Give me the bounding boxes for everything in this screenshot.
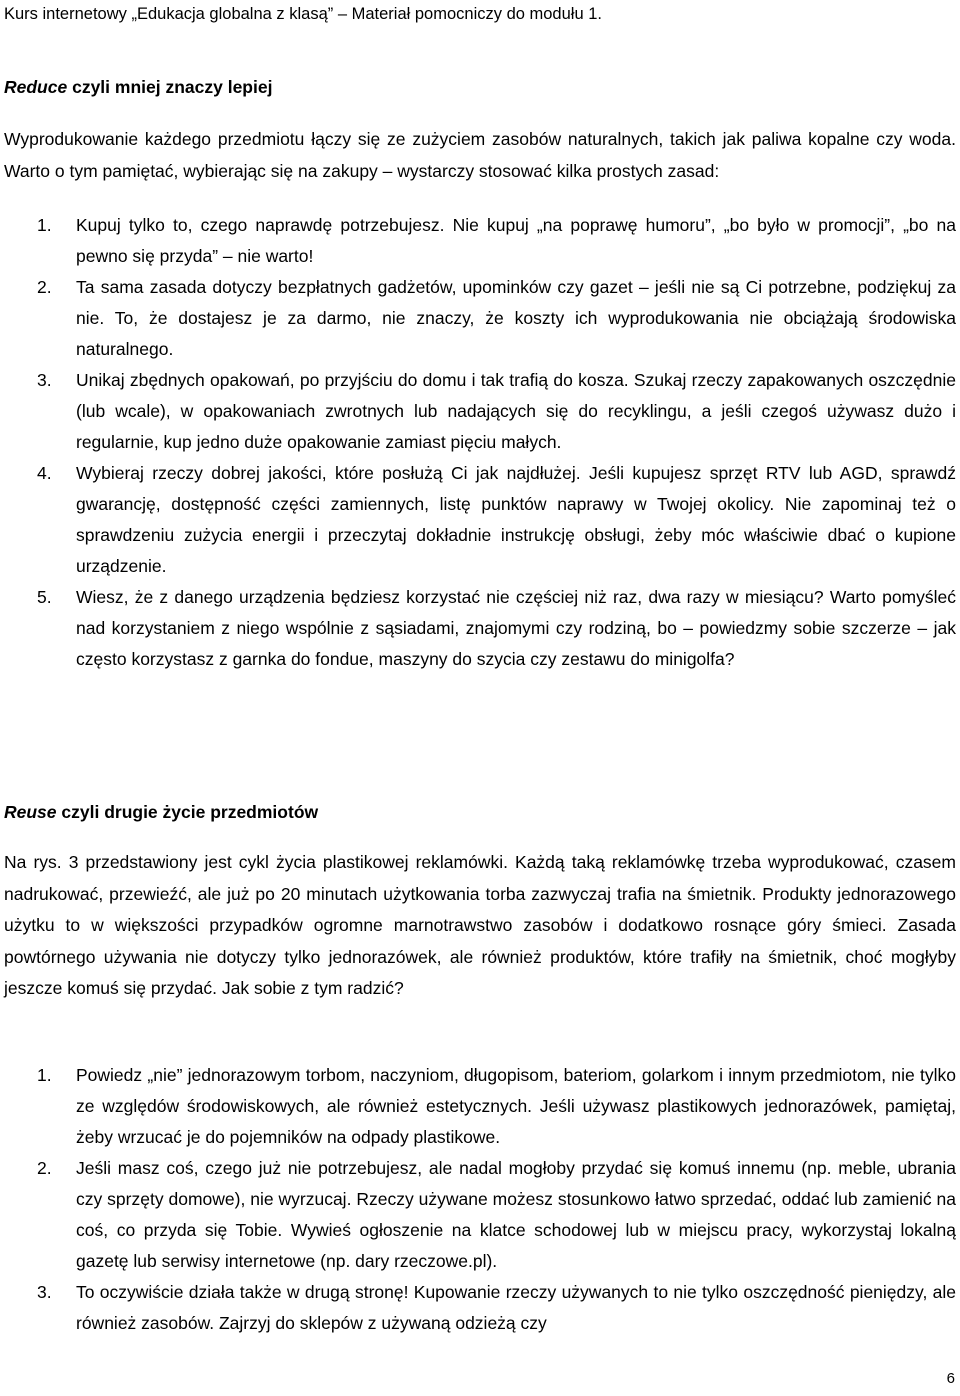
list-item-text: Wybieraj rzeczy dobrej jakości, które posłużą Ci jak najdłużej. Jeśli kupujesz sprzęt RTV lub AGD, sprawdź gwarancję, dostępność części zamiennych, listę punktów naprawy w Twojej okolicy. Nie zapominaj też o sprawdzeniu zużycia energii i przeczytaj dokładnie instrukcję obsługi, żeby móc właściwie dbać o kupione urządzenie.	[76, 463, 956, 576]
list-item	[0, 210, 956, 272]
list-item	[0, 1277, 956, 1339]
list-item-text: Unikaj zbędnych opakowań, po przyjściu do domu i tak trafią do kosza. Szukaj rzeczy zapakowanych oszczędnie (lub wcale), w opakowaniach zwrotnych lub nadających się do recyklingu, a jeśli czegoś używasz dużo i regularnie, kup jedno duże opakowanie zamiast pięciu małych.	[76, 370, 956, 452]
reuse-intro-paragraph: Na rys. 3 przedstawiony jest cykl życia plastikowej reklamówki. Każdą taką reklamówkę trzeba wyprodukować, czasem nadrukować, przewieźć, ale już po 20 minutach użytkowania torba zazwyczaj trafia na śmietnik. Produkty jednorazowego użytku to w większości przypadków ogromne marnotrawstwo zasobów i dodatkowo rosnące góry śmieci. Zasada powtórnego używania nie dotyczy tylko jednorazówek, ale również produktów, które trafiły na śmietnik, choć mogłyby jeszcze komuś się przydać. Jak sobie z tym radzić?	[4, 852, 956, 999]
heading-rest: czyli mniej znaczy lepiej	[67, 77, 273, 97]
list-item	[0, 582, 956, 675]
heading-italic-term: Reduce	[4, 77, 68, 97]
list-item-number: 1.	[37, 1065, 52, 1085]
list-item-number: 3.	[37, 1282, 52, 1302]
section-heading-reuse	[4, 800, 318, 824]
list-item-text: Ta sama zasada dotyczy bezpłatnych gadżetów, upominków czy gazet – jeśli nie są Ci potrzebne, podziękuj za nie. To, że dostajesz je za darmo, nie znaczy, że koszty ich wyprodukowania nie obciążają środowiska naturalnego.	[76, 277, 956, 359]
page-number: 6	[946, 1370, 955, 1387]
list-item-number: 2.	[37, 277, 52, 297]
heading-rest: czyli drugie życie przedmiotów	[56, 802, 319, 822]
list-item-number: 3.	[37, 370, 52, 390]
list-item-number: 4.	[37, 463, 52, 483]
list-item	[0, 365, 956, 458]
list-item-number: 2.	[37, 1158, 52, 1178]
list-item	[0, 458, 956, 582]
list-item-text: Wiesz, że z danego urządzenia będziesz korzystać nie częściej niż raz, dwa razy w miesiącu? Warto pomyśleć nad korzystaniem z niego wspólnie z sąsiadami, znajomymi czy rodziną, bo – powiedzmy sobie szczerze – jak często korzystasz z garnka do fondue, maszyny do szycia czy zestawu do minigolfa?	[76, 587, 956, 669]
page-header: Kurs internetowy „Edukacja globalna z klasą” – Materiał pomocniczy do modułu 1.	[4, 5, 602, 23]
list-item-number: 1.	[37, 215, 52, 235]
list-item-text: To oczywiście działa także w drugą stronę! Kupowanie rzeczy używanych to nie tylko oszczędność pieniędzy, ale również zasobów. Zajrzyj do sklepów z używaną odzieżą czy	[76, 1282, 956, 1333]
list-item-text: Kupuj tylko to, czego naprawdę potrzebujesz. Nie kupuj „na poprawę humoru”, „bo było w promocji”, „bo na pewno się przyda” – nie warto!	[76, 215, 956, 266]
list-item	[0, 1060, 956, 1153]
reduce-list	[0, 210, 956, 675]
reduce-intro-paragraph: Wyprodukowanie każdego przedmiotu łączy się ze zużyciem zasobów naturalnych, takich jak paliwa kopalne czy woda. Warto o tym pamiętać, wybierając się na zakupy – wystarczy stosować kilka prostych zasad:	[4, 129, 956, 181]
heading-italic-term: Reuse	[4, 802, 57, 822]
reuse-list	[0, 1060, 956, 1339]
list-item-number: 5.	[37, 587, 52, 607]
list-item	[0, 1153, 956, 1277]
list-item	[0, 272, 956, 365]
section-heading-reduce	[4, 75, 272, 99]
list-item-text: Powiedz „nie” jednorazowym torbom, naczyniom, długopisom, bateriom, golarkom i innym przedmiotom, nie tylko ze względów środowiskowych, ale również estetycznych. Jeśli używasz plastikowych jednorazówek, pamiętaj, żeby wrzucać je do pojemników na odpady plastikowe.	[76, 1065, 956, 1147]
list-item-text: Jeśli masz coś, czego już nie potrzebujesz, ale nadal mogłoby przydać się komuś innemu (np. meble, ubrania czy sprzęty domowe), nie wyrzucaj. Rzeczy używane możesz stosunkowo łatwo sprzedać, oddać lub zamienić na coś, co przyda się Tobie. Wywieś ogłoszenie na klatce schodowej lub w miejscu pracy, wykorzystaj lokalną gazetę lub serwisy internetowe (np. dary rzeczowe.pl).	[76, 1158, 956, 1271]
